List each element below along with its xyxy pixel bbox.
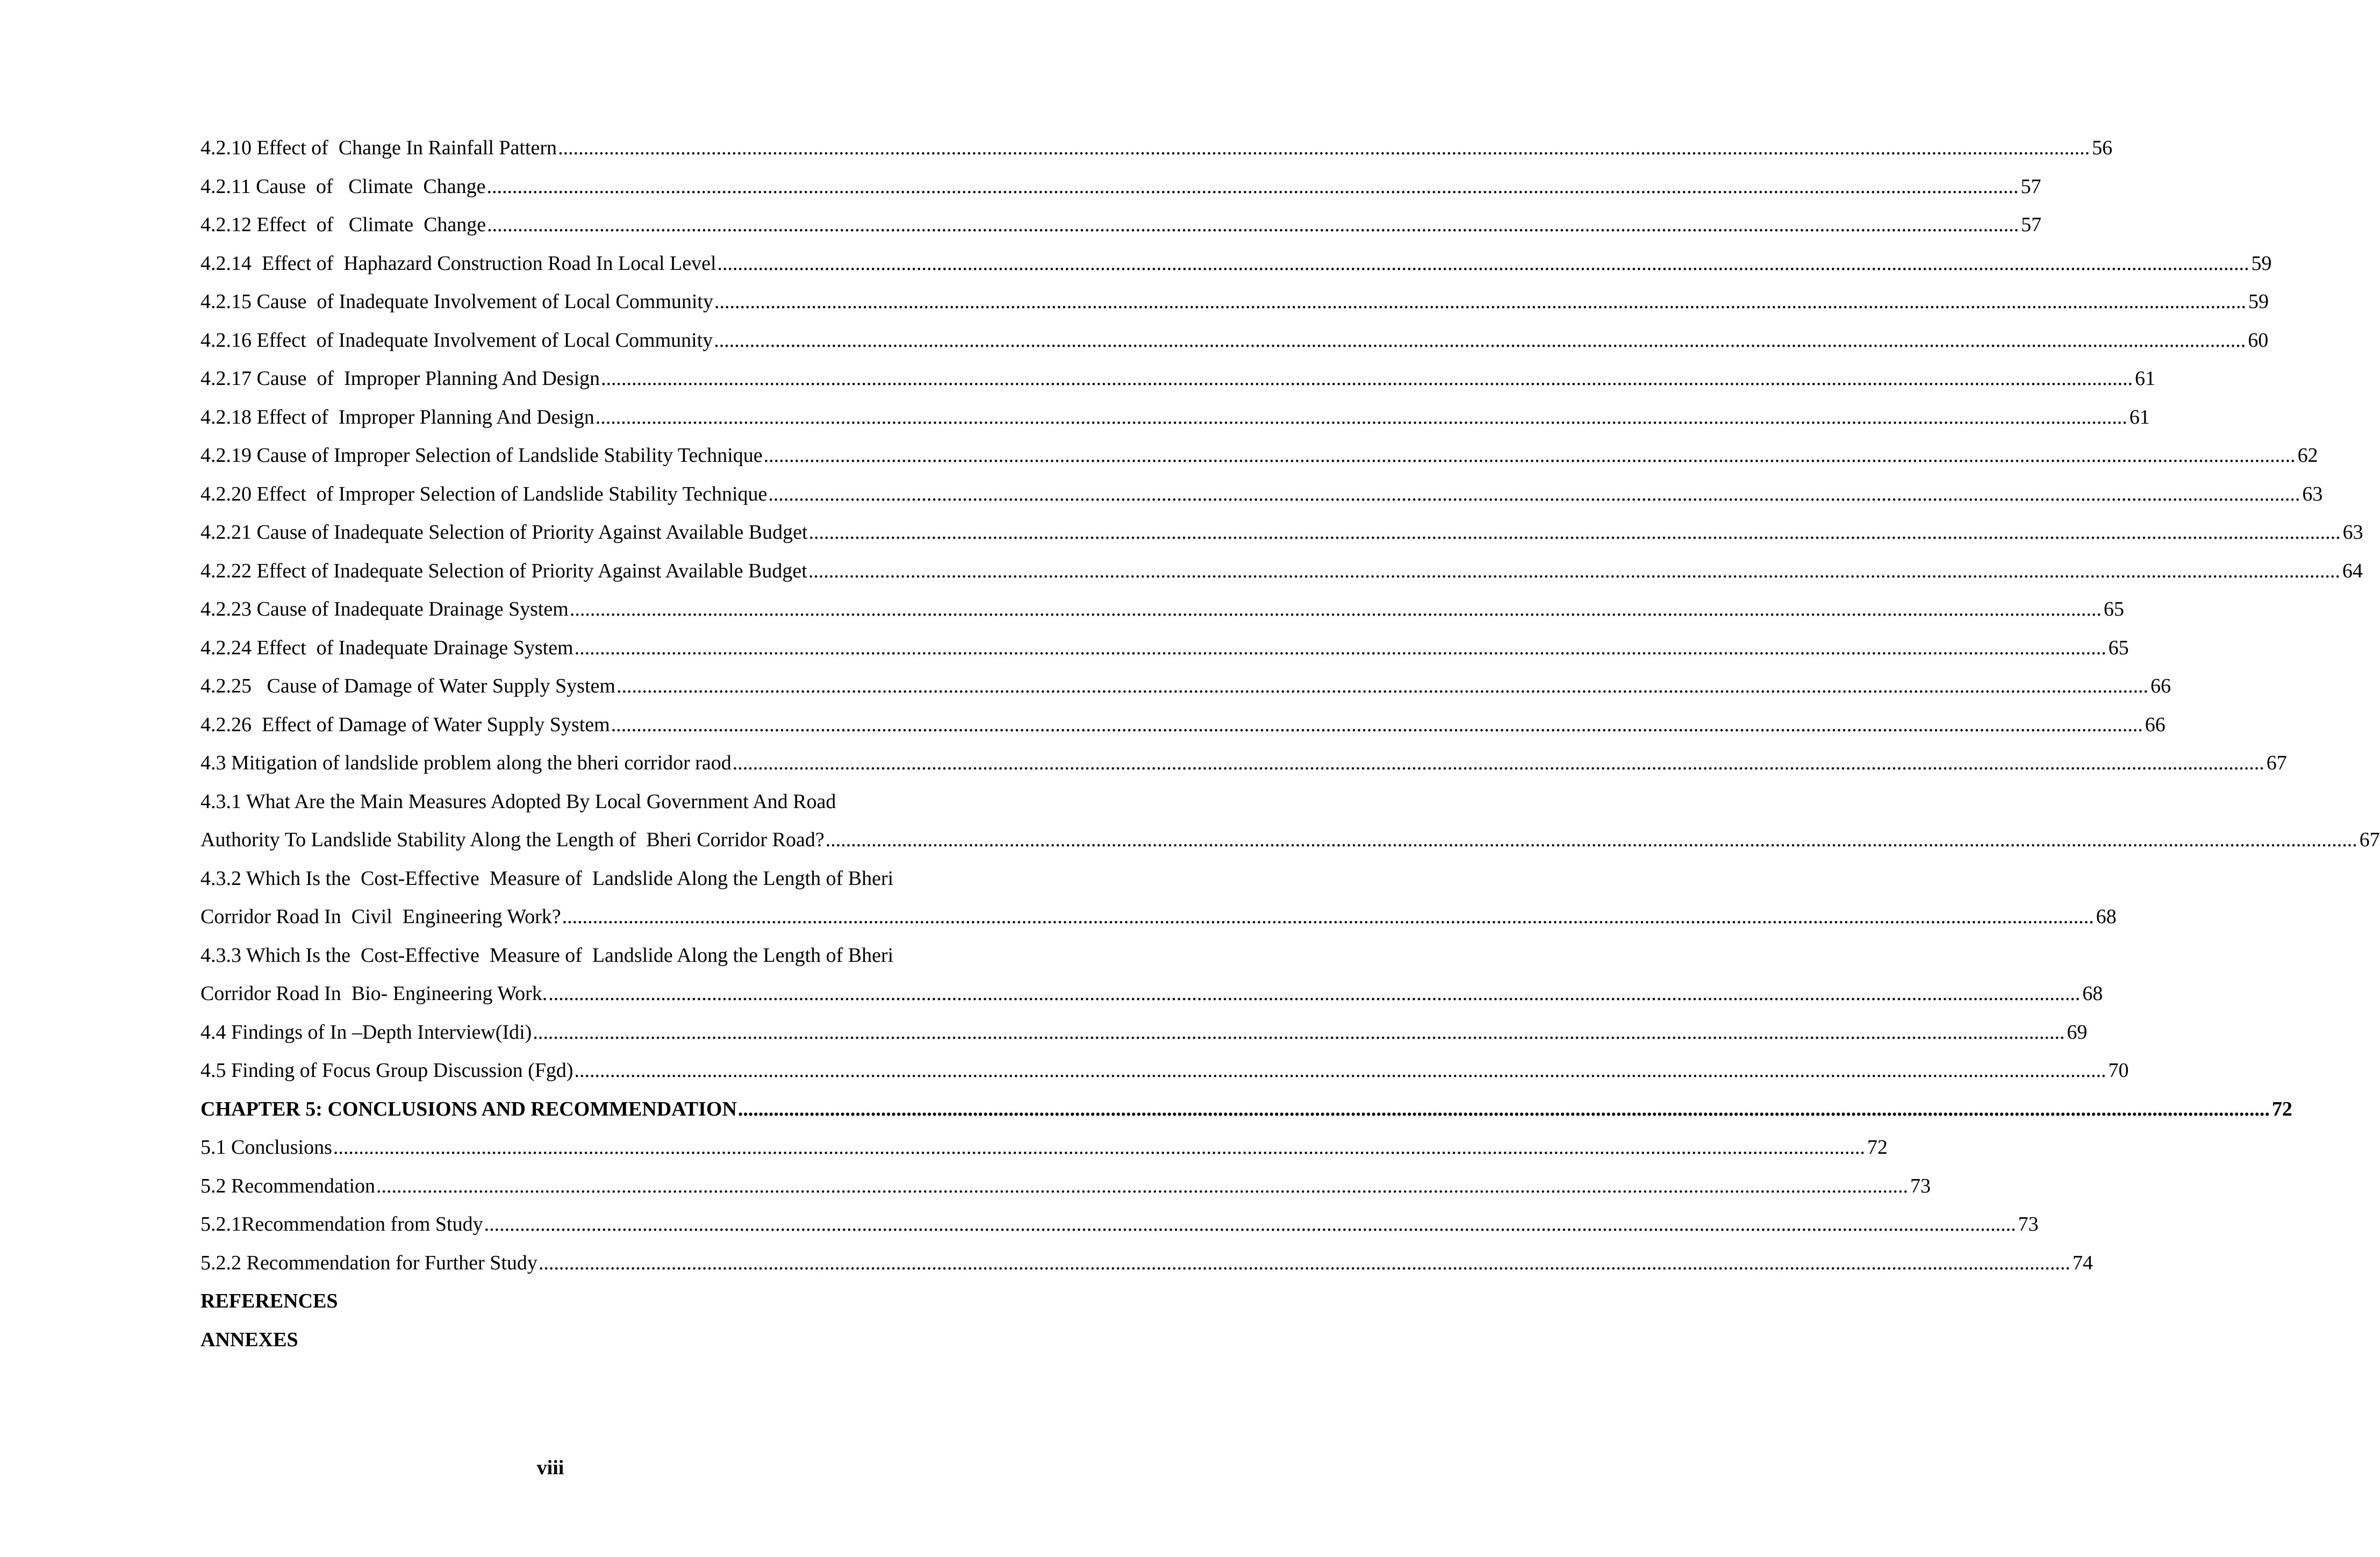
toc-entry[interactable] [200, 1013, 2088, 1052]
leader-dots: ............................................................................................................................................................................................................................................................................................................ [808, 559, 2340, 582]
toc-entry[interactable] [200, 398, 2150, 437]
toc-entry-page: 68 [2096, 905, 2117, 928]
toc-entry-title: 5.2 Recommendation [200, 1174, 376, 1197]
toc-entry-title: Corridor Road In Bio- Engineering Work. [200, 982, 548, 1005]
toc-entry-page: 65 [2108, 636, 2129, 659]
toc-entry-title: 4.2.11 Cause of Climate Change [200, 175, 486, 198]
toc-entry-page: 63 [2342, 521, 2363, 544]
toc-entry[interactable] [200, 513, 2363, 552]
toc-entry-title: 4.3.2 Which Is the Cost-Effective Measure of Landslide Along the Length of Bheri [200, 867, 894, 890]
toc-entry[interactable] [200, 706, 2166, 745]
toc-entry-title: 4.2.17 Cause of Improper Planning And Design [200, 367, 600, 390]
toc-entry[interactable] [200, 629, 2129, 668]
leader-dots: ............................................................................................................................................................................................................................................................................................................ [732, 752, 2264, 774]
page-number: viii [536, 1456, 564, 1479]
toc-entry-page: 67 [2266, 752, 2287, 774]
toc-entry-page: 74 [2072, 1251, 2093, 1274]
toc-entry-title: Corridor Road In Civil Engineering Work? [200, 905, 561, 928]
toc-annexes-entry[interactable] [200, 1321, 969, 1360]
leader-dots: ............................................................................................................................................................................................................................................................................................................ [558, 137, 2090, 159]
leader-dots: ............................................................................................................................................................................................................................................................................................................ [595, 405, 2127, 428]
toc-entry[interactable] [200, 129, 2113, 168]
toc-entry-page: 73 [1910, 1174, 1931, 1197]
toc-entry[interactable] [200, 552, 2363, 591]
toc-entry-title: 4.3.3 Which Is the Cost-Effective Measure of Landslide Along the Length of Bheri [200, 944, 894, 967]
toc-entry-first-line[interactable] [200, 860, 969, 898]
toc-entry-title: 4.2.19 Cause of Improper Selection of Landslide Stability Technique [200, 444, 763, 467]
toc-entry-title: 4.2.25 Cause of Damage of Water Supply System [200, 675, 615, 697]
toc-entry-title: 4.4 Findings of In –Depth Interview(Idi) [200, 1020, 532, 1044]
leader-dots: ............................................................................................................................................................................................................................................................................................................ [717, 252, 2249, 275]
leader-dots: ............................................................................................................................................................................................................................................................................................................ [533, 1020, 2065, 1044]
leader-dots: ............................................................................................................................................................................................................................................................................................................ [574, 636, 2106, 659]
leader-dots: ............................................................................................................................................................................................................................................................................................................ [487, 213, 2019, 236]
toc-entry-page: 68 [2082, 982, 2103, 1005]
toc-entry[interactable] [200, 437, 2318, 475]
leader-dots: ............................................................................................................................................................................................................................................................................................................ [376, 1174, 1909, 1197]
toc-entry-title: 4.2.21 Cause of Inadequate Selection of Priority Against Available Budget [200, 521, 808, 544]
toc-entry-page: 66 [2145, 713, 2166, 736]
toc-entry-title: 5.2.1Recommendation from Study [200, 1213, 483, 1235]
toc-entry-page: 73 [2018, 1213, 2039, 1235]
toc-entry[interactable] [200, 1244, 2093, 1283]
leader-dots: ............................................................................................................................................................................................................................................................................................................ [484, 1213, 2016, 1235]
toc-entry-title: 4.2.18 Effect of Improper Planning And Design [200, 405, 594, 428]
leader-dots: ............................................................................................................................................................................................................................................................................................................ [548, 982, 2081, 1005]
toc-entry[interactable] [200, 245, 2272, 283]
leader-dots: ............................................................................................................................................................................................................................................................................................................ [611, 713, 2143, 736]
toc-entry-page: 57 [2020, 175, 2041, 198]
toc-entry-page: 69 [2067, 1020, 2088, 1044]
toc-entry-page: 56 [2092, 137, 2113, 159]
leader-dots: ............................................................................................................................................................................................................................................................................................................ [714, 328, 2246, 352]
toc-entry[interactable] [200, 975, 2103, 1013]
leader-dots: ............................................................................................................................................................................................................................................................................................................ [486, 175, 2019, 198]
toc-entry-title: 4.2.10 Effect of Change In Rainfall Pattern [200, 137, 557, 159]
toc-entry[interactable] [200, 898, 2117, 937]
toc-entry[interactable] [200, 821, 2380, 860]
leader-dots: ............................................................................................................................................................................................................................................................................................................ [538, 1251, 2070, 1274]
toc-entry[interactable] [200, 168, 2041, 206]
toc-entry-title: 4.3.1 What Are the Main Measures Adopted By Local Government And Road [200, 790, 836, 813]
toc-entry[interactable] [200, 475, 2323, 514]
toc-entry[interactable] [200, 322, 2269, 360]
leader-dots: ............................................................................................................................................................................................................................................................................................................ [714, 290, 2246, 313]
toc-entry-page: 65 [2103, 598, 2124, 620]
toc-entry[interactable] [200, 1167, 1931, 1206]
toc-entry-page: 72 [2271, 1097, 2292, 1120]
toc-entry-page: 63 [2302, 482, 2323, 505]
leader-dots: ............................................................................................................................................................................................................................................................................................................ [601, 367, 2133, 390]
toc-entry[interactable] [200, 1129, 1888, 1167]
toc-entry-title: 4.2.26 Effect of Damage of Water Supply System [200, 713, 610, 736]
toc-entry-title: REFERENCES [200, 1290, 338, 1312]
toc-entry[interactable] [200, 1205, 2039, 1244]
leader-dots: ............................................................................................................................................................................................................................................................................................................ [574, 1059, 2106, 1082]
toc-entry-first-line[interactable] [200, 783, 969, 822]
toc-entry-page: 59 [2248, 290, 2269, 313]
toc-entry-page: 62 [2297, 444, 2318, 467]
toc-entry[interactable] [200, 667, 2171, 706]
leader-dots: ............................................................................................................................................................................................................................................................................................................ [825, 829, 2357, 851]
toc-entry-title: Authority To Landslide Stability Along the Length of Bheri Corridor Road? [200, 829, 825, 851]
toc-entry-first-line[interactable] [200, 937, 969, 975]
toc-entry[interactable] [200, 360, 2156, 398]
toc-entry[interactable] [200, 283, 2269, 322]
toc-entry-page: 67 [2359, 829, 2380, 851]
leader-dots: ............................................................................................................................................................................................................................................................................................................ [333, 1136, 1865, 1159]
toc-entry-title: 5.1 Conclusions [200, 1136, 332, 1159]
table-of-contents [200, 129, 2380, 1359]
toc-entry-title: 4.2.14 Effect of Haphazard Construction Road In Local Level [200, 252, 716, 275]
toc-entry-title: 4.2.22 Effect of Inadequate Selection of Priority Against Available Budget [200, 559, 807, 582]
toc-entry-page: 72 [1867, 1136, 1888, 1159]
toc-entry-title: 4.2.20 Effect of Improper Selection of Landslide Stability Technique [200, 482, 768, 505]
toc-chapter-entry[interactable] [200, 1090, 2292, 1129]
toc-entry-title: 4.2.12 Effect of Climate Change [200, 213, 486, 236]
toc-entry-title: ANNEXES [200, 1328, 298, 1351]
leader-dots: ............................................................................................................................................................................................................................................................................................................ [768, 482, 2300, 505]
leader-dots: ............................................................................................................................................................................................................................................................................................................ [562, 905, 2094, 928]
toc-references-entry[interactable] [200, 1282, 969, 1321]
toc-entry-page: 61 [2129, 405, 2150, 428]
leader-dots: ............................................................................................................................................................................................................................................................................................................ [763, 444, 2296, 467]
toc-entry-page: 64 [2342, 559, 2363, 582]
toc-entry-title: 4.3 Mitigation of landslide problem along the bheri corridor raod [200, 752, 732, 774]
toc-entry-title: 4.2.15 Cause of Inadequate Involvement of Local Community [200, 290, 713, 313]
leader-dots: ............................................................................................................................................................................................................................................................................................................ [616, 675, 2148, 697]
toc-entry-page: 70 [2108, 1059, 2129, 1082]
toc-entry-title: CHAPTER 5: CONCLUSIONS AND RECOMMENDATION [200, 1097, 737, 1120]
toc-entry-title: 4.2.16 Effect of Inadequate Involvement of Local Community [200, 328, 713, 352]
toc-entry-title: 5.2.2 Recommendation for Further Study [200, 1251, 537, 1274]
toc-entry[interactable] [200, 744, 2287, 783]
toc-entry-page: 61 [2135, 367, 2156, 390]
toc-entry-title: 4.5 Finding of Focus Group Discussion (Fgd) [200, 1059, 574, 1082]
toc-entry[interactable] [200, 590, 2124, 629]
leader-dots: ............................................................................................................................................................................................................................................................................................................ [737, 1097, 2270, 1120]
toc-entry[interactable] [200, 1052, 2129, 1090]
leader-dots: ............................................................................................................................................................................................................................................................................................................ [569, 598, 2102, 620]
toc-entry-page: 66 [2150, 675, 2171, 697]
leader-dots: ............................................................................................................................................................................................................................................................................................................ [808, 521, 2341, 544]
toc-entry-title: 4.2.23 Cause of Inadequate Drainage System [200, 598, 569, 620]
toc-entry-title: 4.2.24 Effect of Inadequate Drainage System [200, 636, 574, 659]
toc-entry-page: 59 [2251, 252, 2272, 275]
toc-entry[interactable] [200, 206, 2042, 245]
toc-entry-page: 57 [2021, 213, 2042, 236]
toc-entry-page: 60 [2248, 328, 2269, 352]
